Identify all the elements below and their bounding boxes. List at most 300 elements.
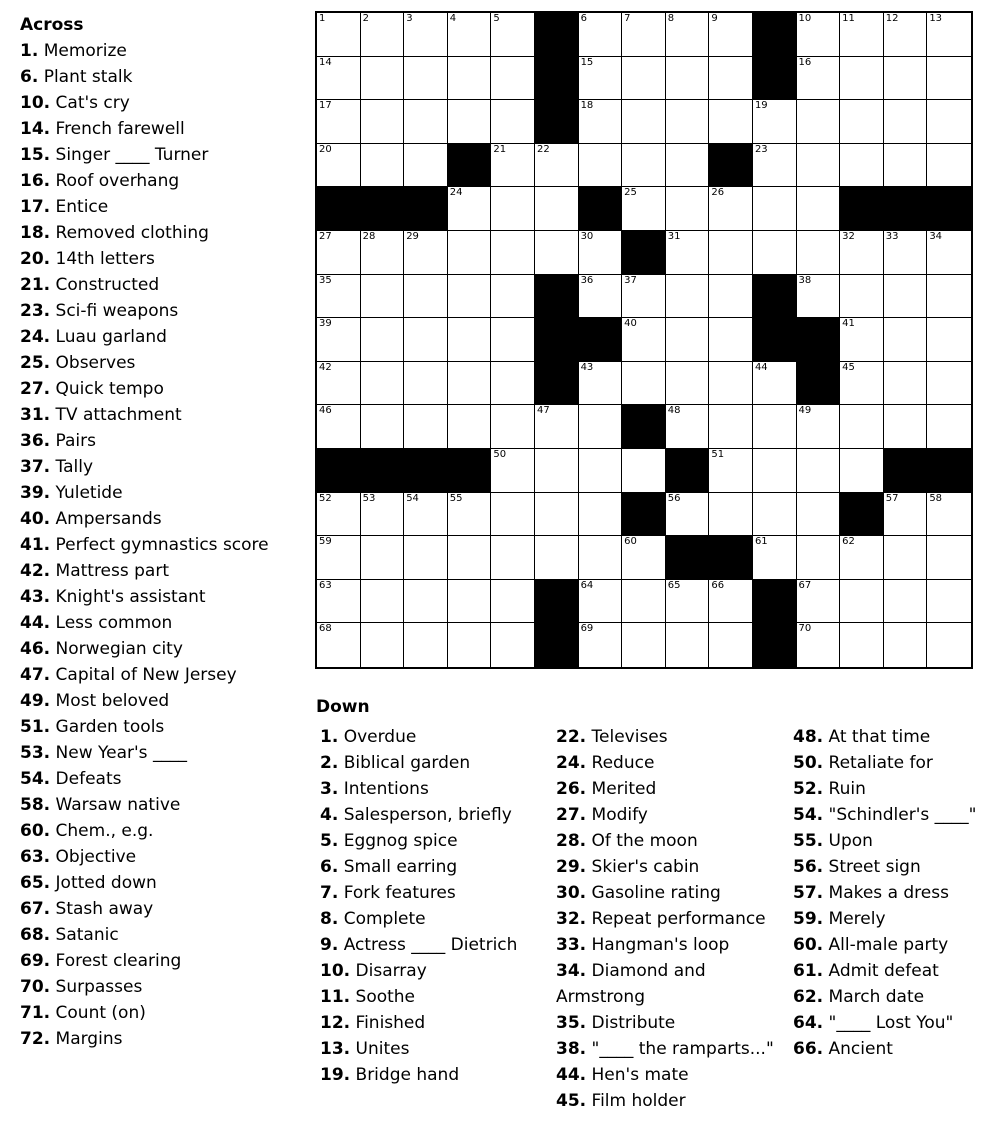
grid-cell[interactable] bbox=[709, 493, 753, 537]
across-clue-53[interactable] bbox=[20, 740, 305, 766]
grid-cell[interactable] bbox=[840, 580, 884, 624]
down-clue-9[interactable] bbox=[320, 932, 550, 958]
grid-cell[interactable] bbox=[622, 449, 666, 493]
grid-cell[interactable] bbox=[622, 57, 666, 101]
grid-cell[interactable] bbox=[404, 318, 448, 362]
grid-cell[interactable] bbox=[579, 275, 623, 319]
cell-number: 29 bbox=[406, 230, 419, 242]
grid-cell[interactable] bbox=[404, 231, 448, 275]
grid-cell[interactable] bbox=[317, 580, 361, 624]
grid-cell[interactable] bbox=[884, 362, 928, 406]
grid-cell[interactable] bbox=[491, 405, 535, 449]
grid-cell[interactable] bbox=[753, 100, 797, 144]
across-clue-23[interactable] bbox=[20, 298, 305, 324]
grid-cell[interactable] bbox=[753, 536, 797, 580]
grid-cell[interactable] bbox=[797, 449, 841, 493]
across-clue-21[interactable] bbox=[20, 272, 305, 298]
down-clue-3[interactable] bbox=[320, 776, 550, 802]
grid-cell[interactable] bbox=[927, 580, 971, 624]
grid-cell[interactable] bbox=[361, 231, 405, 275]
down-clue-27[interactable] bbox=[556, 802, 786, 828]
clue-text: Constructed bbox=[50, 275, 160, 295]
down-clue-11[interactable] bbox=[320, 984, 550, 1010]
grid-cell[interactable] bbox=[884, 144, 928, 188]
grid-cell[interactable] bbox=[404, 405, 448, 449]
clue-number: 6. bbox=[320, 857, 339, 877]
across-clue-17[interactable] bbox=[20, 194, 305, 220]
grid-cell[interactable] bbox=[709, 405, 753, 449]
grid-cell[interactable] bbox=[753, 405, 797, 449]
grid-cell[interactable] bbox=[666, 231, 710, 275]
grid-cell[interactable] bbox=[709, 100, 753, 144]
grid-cell[interactable] bbox=[797, 187, 841, 231]
grid-cell[interactable] bbox=[579, 231, 623, 275]
down-clue-28[interactable] bbox=[556, 828, 786, 854]
grid-cell[interactable] bbox=[884, 405, 928, 449]
grid-cell[interactable] bbox=[840, 100, 884, 144]
grid-cell[interactable] bbox=[448, 580, 492, 624]
down-clue-32[interactable] bbox=[556, 906, 786, 932]
grid-cell[interactable] bbox=[535, 144, 579, 188]
across-clue-68[interactable] bbox=[20, 922, 305, 948]
across-clue-1[interactable] bbox=[20, 38, 305, 64]
grid-cell[interactable] bbox=[361, 405, 405, 449]
clue-number: 70. bbox=[20, 977, 51, 997]
across-clue-63[interactable] bbox=[20, 844, 305, 870]
grid-cell[interactable] bbox=[666, 187, 710, 231]
cell-number: 40 bbox=[624, 318, 637, 330]
grid-cell[interactable] bbox=[448, 405, 492, 449]
clue-number: 32. bbox=[556, 909, 587, 929]
down-clue-12[interactable] bbox=[320, 1010, 550, 1036]
down-clue-4[interactable] bbox=[320, 802, 550, 828]
grid-cell[interactable] bbox=[884, 231, 928, 275]
across-clue-18[interactable] bbox=[20, 220, 305, 246]
cell-number: 16 bbox=[798, 56, 812, 68]
clue-number: 24. bbox=[556, 753, 587, 773]
clue-number: 5. bbox=[320, 831, 339, 851]
grid-cell[interactable] bbox=[927, 231, 971, 275]
grid-cell[interactable] bbox=[840, 57, 884, 101]
grid-cell[interactable] bbox=[884, 493, 928, 537]
grid-cell[interactable] bbox=[491, 144, 535, 188]
grid-cell[interactable] bbox=[361, 493, 405, 537]
grid-cell[interactable] bbox=[709, 623, 753, 667]
down-clue-22[interactable] bbox=[556, 724, 786, 750]
grid-cell[interactable] bbox=[622, 318, 666, 362]
down-clue-50[interactable] bbox=[793, 750, 983, 776]
cell-number: 26 bbox=[711, 187, 725, 199]
grid-cell[interactable] bbox=[317, 144, 361, 188]
grid-cell[interactable] bbox=[709, 449, 753, 493]
across-clue-15[interactable] bbox=[20, 142, 305, 168]
across-clue-65[interactable] bbox=[20, 870, 305, 896]
across-clue-46[interactable] bbox=[20, 636, 305, 662]
across-clue-39[interactable] bbox=[20, 480, 305, 506]
grid-cell[interactable] bbox=[579, 13, 623, 57]
grid-cell[interactable] bbox=[448, 57, 492, 101]
grid-cell[interactable] bbox=[622, 580, 666, 624]
grid-cell[interactable] bbox=[622, 275, 666, 319]
down-clue-1[interactable] bbox=[320, 724, 550, 750]
grid-cell[interactable] bbox=[404, 623, 448, 667]
down-clue-55[interactable] bbox=[793, 828, 983, 854]
grid-cell[interactable] bbox=[666, 362, 710, 406]
grid-cell[interactable] bbox=[491, 231, 535, 275]
across-clue-36[interactable] bbox=[20, 428, 305, 454]
across-clue-6[interactable] bbox=[20, 64, 305, 90]
clue-number: 30. bbox=[556, 883, 587, 903]
grid-cell[interactable] bbox=[535, 536, 579, 580]
grid-cell[interactable] bbox=[666, 57, 710, 101]
grid-cell[interactable] bbox=[797, 536, 841, 580]
cell-number: 23 bbox=[754, 143, 768, 155]
across-clue-10[interactable] bbox=[20, 90, 305, 116]
grid-cell[interactable] bbox=[361, 100, 405, 144]
down-clue-10[interactable] bbox=[320, 958, 550, 984]
grid-cell[interactable] bbox=[753, 362, 797, 406]
grid-cell[interactable] bbox=[927, 493, 971, 537]
down-clue-64[interactable] bbox=[793, 1010, 983, 1036]
grid-cell[interactable] bbox=[491, 580, 535, 624]
grid-cell[interactable] bbox=[927, 275, 971, 319]
grid-cell[interactable] bbox=[491, 318, 535, 362]
grid-cell[interactable] bbox=[448, 13, 492, 57]
grid-cell[interactable] bbox=[448, 318, 492, 362]
grid-cell[interactable] bbox=[840, 231, 884, 275]
clue-number: 10. bbox=[20, 93, 51, 113]
grid-cell[interactable] bbox=[448, 275, 492, 319]
grid-cell[interactable] bbox=[361, 144, 405, 188]
grid-cell[interactable] bbox=[840, 623, 884, 667]
black-square bbox=[797, 362, 841, 406]
grid-cell[interactable] bbox=[709, 275, 753, 319]
down-clue-60[interactable] bbox=[793, 932, 983, 958]
grid-cell[interactable] bbox=[753, 187, 797, 231]
grid-cell[interactable] bbox=[404, 144, 448, 188]
clue-number: 22. bbox=[556, 727, 587, 747]
across-clue-25[interactable] bbox=[20, 350, 305, 376]
grid-cell[interactable] bbox=[491, 187, 535, 231]
across-clue-54[interactable] bbox=[20, 766, 305, 792]
grid-cell[interactable] bbox=[927, 144, 971, 188]
grid-cell[interactable] bbox=[448, 493, 492, 537]
grid-cell[interactable] bbox=[927, 536, 971, 580]
grid-cell[interactable] bbox=[317, 57, 361, 101]
grid-cell[interactable] bbox=[709, 318, 753, 362]
grid-cell[interactable] bbox=[884, 536, 928, 580]
across-clue-31[interactable] bbox=[20, 402, 305, 428]
grid-cell[interactable] bbox=[317, 362, 361, 406]
grid-cell[interactable] bbox=[579, 449, 623, 493]
down-clue-44[interactable] bbox=[556, 1062, 786, 1088]
down-clue-59[interactable] bbox=[793, 906, 983, 932]
down-clue-62[interactable] bbox=[793, 984, 983, 1010]
grid-cell[interactable] bbox=[840, 318, 884, 362]
grid-cell[interactable] bbox=[927, 623, 971, 667]
grid-cell[interactable] bbox=[361, 318, 405, 362]
grid-cell[interactable] bbox=[535, 449, 579, 493]
grid-cell[interactable] bbox=[884, 275, 928, 319]
grid-cell[interactable] bbox=[840, 13, 884, 57]
across-clue-71[interactable] bbox=[20, 1000, 305, 1026]
grid-cell[interactable] bbox=[361, 57, 405, 101]
grid-cell[interactable] bbox=[404, 13, 448, 57]
grid-cell[interactable] bbox=[491, 100, 535, 144]
grid-cell[interactable] bbox=[797, 144, 841, 188]
grid-cell[interactable] bbox=[317, 536, 361, 580]
black-square bbox=[666, 449, 710, 493]
across-clue-42[interactable] bbox=[20, 558, 305, 584]
grid-cell[interactable] bbox=[797, 405, 841, 449]
grid-cell[interactable] bbox=[404, 275, 448, 319]
grid-cell[interactable] bbox=[927, 57, 971, 101]
across-clue-37[interactable] bbox=[20, 454, 305, 480]
grid-cell[interactable] bbox=[579, 362, 623, 406]
grid-cell[interactable] bbox=[491, 362, 535, 406]
clue-text: Chem., e.g. bbox=[50, 821, 154, 841]
grid-cell[interactable] bbox=[361, 580, 405, 624]
across-clue-43[interactable] bbox=[20, 584, 305, 610]
grid-cell[interactable] bbox=[666, 144, 710, 188]
down-clue-19[interactable] bbox=[320, 1062, 550, 1088]
grid-cell[interactable] bbox=[753, 144, 797, 188]
clue-number: 42. bbox=[20, 561, 51, 581]
down-clue-34[interactable] bbox=[556, 958, 786, 1010]
grid-cell[interactable] bbox=[709, 362, 753, 406]
down-clue-57[interactable] bbox=[793, 880, 983, 906]
grid-cell[interactable] bbox=[579, 623, 623, 667]
grid-cell[interactable] bbox=[709, 187, 753, 231]
clue-text: Sci-fi weapons bbox=[50, 301, 179, 321]
grid-cell[interactable] bbox=[797, 580, 841, 624]
across-clue-70[interactable] bbox=[20, 974, 305, 1000]
grid-cell[interactable] bbox=[622, 187, 666, 231]
grid-cell[interactable] bbox=[579, 57, 623, 101]
across-clue-41[interactable] bbox=[20, 532, 305, 558]
down-clue-61[interactable] bbox=[793, 958, 983, 984]
grid-cell[interactable] bbox=[622, 362, 666, 406]
down-clue-8[interactable] bbox=[320, 906, 550, 932]
grid-cell[interactable] bbox=[491, 449, 535, 493]
grid-cell[interactable] bbox=[317, 623, 361, 667]
grid-cell[interactable] bbox=[317, 405, 361, 449]
grid-cell[interactable] bbox=[666, 318, 710, 362]
clue-text: Quick tempo bbox=[50, 379, 164, 399]
grid-cell[interactable] bbox=[491, 623, 535, 667]
down-clue-38[interactable] bbox=[556, 1036, 786, 1062]
grid-cell[interactable] bbox=[753, 231, 797, 275]
down-clue-7[interactable] bbox=[320, 880, 550, 906]
grid-cell[interactable] bbox=[317, 275, 361, 319]
grid-cell[interactable] bbox=[666, 100, 710, 144]
grid-cell[interactable] bbox=[535, 493, 579, 537]
grid-cell[interactable] bbox=[448, 187, 492, 231]
clue-text: Most beloved bbox=[50, 691, 170, 711]
grid-cell[interactable] bbox=[491, 57, 535, 101]
grid-cell[interactable] bbox=[622, 13, 666, 57]
grid-cell[interactable] bbox=[491, 275, 535, 319]
down-clue-6[interactable] bbox=[320, 854, 550, 880]
grid-cell[interactable] bbox=[622, 144, 666, 188]
grid-cell[interactable] bbox=[404, 493, 448, 537]
across-clue-69[interactable] bbox=[20, 948, 305, 974]
black-square bbox=[622, 231, 666, 275]
grid-cell[interactable] bbox=[448, 623, 492, 667]
down-clue-48[interactable] bbox=[793, 724, 983, 750]
grid-cell[interactable] bbox=[622, 100, 666, 144]
across-clue-47[interactable] bbox=[20, 662, 305, 688]
grid-cell[interactable] bbox=[317, 318, 361, 362]
clue-number: 7. bbox=[320, 883, 339, 903]
grid-cell[interactable] bbox=[927, 362, 971, 406]
grid-cell[interactable] bbox=[579, 536, 623, 580]
grid-cell[interactable] bbox=[404, 57, 448, 101]
grid-cell[interactable] bbox=[535, 405, 579, 449]
grid-cell[interactable] bbox=[884, 13, 928, 57]
grid-cell[interactable] bbox=[448, 231, 492, 275]
grid-cell[interactable] bbox=[797, 275, 841, 319]
grid-cell[interactable] bbox=[448, 536, 492, 580]
down-clue-45[interactable] bbox=[556, 1088, 786, 1114]
grid-cell[interactable] bbox=[840, 405, 884, 449]
down-clue-66[interactable] bbox=[793, 1036, 983, 1062]
grid-cell[interactable] bbox=[840, 275, 884, 319]
clue-number: 23. bbox=[20, 301, 51, 321]
grid-cell[interactable] bbox=[840, 449, 884, 493]
grid-cell[interactable] bbox=[579, 580, 623, 624]
grid-cell[interactable] bbox=[404, 580, 448, 624]
clue-number: 53. bbox=[20, 743, 51, 763]
grid-cell[interactable] bbox=[797, 57, 841, 101]
grid-cell[interactable] bbox=[927, 405, 971, 449]
grid-cell[interactable] bbox=[840, 362, 884, 406]
grid-cell[interactable] bbox=[666, 493, 710, 537]
grid-cell[interactable] bbox=[927, 100, 971, 144]
grid-cell[interactable] bbox=[622, 623, 666, 667]
grid-cell[interactable] bbox=[884, 100, 928, 144]
across-clue-49[interactable] bbox=[20, 688, 305, 714]
grid-cell[interactable] bbox=[797, 623, 841, 667]
grid-cell[interactable] bbox=[404, 100, 448, 144]
grid-cell[interactable] bbox=[361, 536, 405, 580]
grid-cell[interactable] bbox=[884, 57, 928, 101]
down-clue-33[interactable] bbox=[556, 932, 786, 958]
black-square bbox=[709, 536, 753, 580]
grid-cell[interactable] bbox=[317, 13, 361, 57]
grid-cell[interactable] bbox=[797, 100, 841, 144]
down-clue-56[interactable] bbox=[793, 854, 983, 880]
grid-cell[interactable] bbox=[884, 623, 928, 667]
down-clue-54[interactable] bbox=[793, 802, 983, 828]
grid-cell[interactable] bbox=[448, 100, 492, 144]
grid-cell[interactable] bbox=[666, 580, 710, 624]
grid-cell[interactable] bbox=[361, 275, 405, 319]
grid-cell[interactable] bbox=[927, 318, 971, 362]
down-clue-5[interactable] bbox=[320, 828, 550, 854]
across-clue-60[interactable] bbox=[20, 818, 305, 844]
grid-cell[interactable] bbox=[709, 231, 753, 275]
grid-cell[interactable] bbox=[317, 100, 361, 144]
grid-cell[interactable] bbox=[491, 493, 535, 537]
clue-number: 44. bbox=[20, 613, 51, 633]
down-clues-column-2 bbox=[556, 724, 786, 1114]
grid-cell[interactable] bbox=[709, 57, 753, 101]
cell-number: 31 bbox=[667, 230, 681, 242]
grid-cell[interactable] bbox=[840, 144, 884, 188]
across-clue-27[interactable] bbox=[20, 376, 305, 402]
clue-text: Surpasses bbox=[50, 977, 143, 997]
grid-cell[interactable] bbox=[709, 580, 753, 624]
grid-cell[interactable] bbox=[753, 493, 797, 537]
down-clue-35[interactable] bbox=[556, 1010, 786, 1036]
grid-cell[interactable] bbox=[491, 536, 535, 580]
down-clue-24[interactable] bbox=[556, 750, 786, 776]
grid-cell[interactable] bbox=[361, 13, 405, 57]
grid-cell[interactable] bbox=[579, 405, 623, 449]
across-clue-67[interactable] bbox=[20, 896, 305, 922]
clue-number: 59. bbox=[793, 909, 824, 929]
down-clue-2[interactable] bbox=[320, 750, 550, 776]
grid-cell[interactable] bbox=[361, 362, 405, 406]
across-clue-40[interactable] bbox=[20, 506, 305, 532]
across-clue-24[interactable] bbox=[20, 324, 305, 350]
grid-cell[interactable] bbox=[797, 493, 841, 537]
grid-cell[interactable] bbox=[884, 318, 928, 362]
down-clue-30[interactable] bbox=[556, 880, 786, 906]
grid-cell[interactable] bbox=[448, 362, 492, 406]
grid-cell[interactable] bbox=[709, 13, 753, 57]
across-clue-51[interactable] bbox=[20, 714, 305, 740]
grid-cell[interactable] bbox=[666, 405, 710, 449]
grid-cell[interactable] bbox=[579, 144, 623, 188]
across-clue-14[interactable] bbox=[20, 116, 305, 142]
across-clue-58[interactable] bbox=[20, 792, 305, 818]
grid-cell[interactable] bbox=[491, 13, 535, 57]
grid-cell[interactable] bbox=[666, 275, 710, 319]
grid-cell[interactable] bbox=[579, 493, 623, 537]
grid-cell[interactable] bbox=[535, 187, 579, 231]
grid-cell[interactable] bbox=[317, 493, 361, 537]
grid-cell[interactable] bbox=[317, 231, 361, 275]
grid-cell[interactable] bbox=[753, 449, 797, 493]
across-clue-16[interactable] bbox=[20, 168, 305, 194]
grid-cell[interactable] bbox=[840, 536, 884, 580]
down-clue-13[interactable] bbox=[320, 1036, 550, 1062]
grid-cell[interactable] bbox=[666, 623, 710, 667]
across-clue-72[interactable] bbox=[20, 1026, 305, 1052]
down-clue-52[interactable] bbox=[793, 776, 983, 802]
down-clue-29[interactable] bbox=[556, 854, 786, 880]
grid-cell[interactable] bbox=[535, 231, 579, 275]
grid-cell[interactable] bbox=[579, 100, 623, 144]
cell-number: 11 bbox=[842, 13, 855, 24]
grid-cell[interactable] bbox=[361, 623, 405, 667]
clue-number: 14. bbox=[20, 119, 51, 139]
grid-cell[interactable] bbox=[927, 13, 971, 57]
grid-cell[interactable] bbox=[797, 13, 841, 57]
across-clue-44[interactable] bbox=[20, 610, 305, 636]
grid-cell[interactable] bbox=[797, 231, 841, 275]
grid-cell[interactable] bbox=[404, 362, 448, 406]
grid-cell[interactable] bbox=[884, 580, 928, 624]
across-clue-20[interactable] bbox=[20, 246, 305, 272]
grid-cell[interactable] bbox=[666, 13, 710, 57]
grid-cell[interactable] bbox=[404, 536, 448, 580]
grid-cell[interactable] bbox=[622, 536, 666, 580]
down-clue-26[interactable] bbox=[556, 776, 786, 802]
black-square bbox=[927, 449, 971, 493]
